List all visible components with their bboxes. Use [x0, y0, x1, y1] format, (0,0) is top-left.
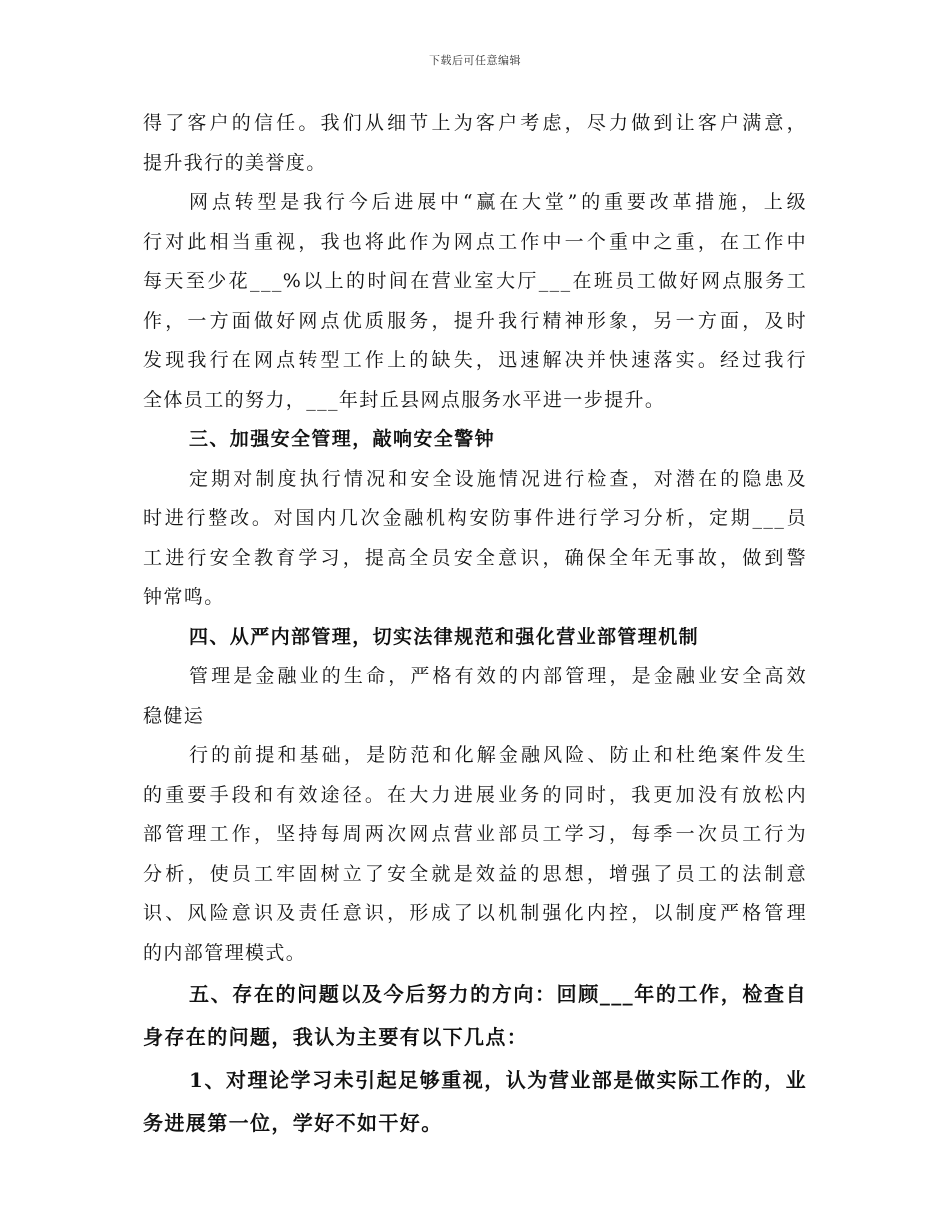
text-line: 行对此相当重视，我也将此作为网点工作中一个重中之重，在工作中 [143, 230, 807, 253]
text-line: 得了客户的信任。我们从细节上为客户考虑，尽力做到让客户满意， [143, 112, 807, 134]
text-line: 时进行整改。对国内几次金融机构安防事件进行学习分析，定期___员 [143, 507, 807, 529]
text-line: 提升我行的美誉度。 [143, 151, 327, 174]
heading-line: 三、加强安全管理，敲响安全警钟 [189, 428, 496, 450]
text-line: 全体员工的努力，___年封丘县网点服务水平进一步提升。 [143, 388, 666, 411]
heading-line: 五、存在的问题以及今后努力的方向：回顾___年的工作，检查自 [189, 982, 807, 1006]
heading-line: 务进展第一位，学好不如干好。 [143, 1111, 443, 1135]
heading-line: 1、对理论学习未引起足够重视，认为营业部是做实际工作的，业 [189, 1068, 807, 1092]
text-line: 作，一方面做好网点优质服务，提升我行精神形象，另一方面，及时 [143, 309, 807, 332]
heading-line: 身存在的问题，我认为主要有以下几点： [143, 1025, 529, 1049]
text-line: 钟常鸣。 [143, 586, 225, 608]
text-line: 发现我行在网点转型工作上的缺失，迅速解决并快速落实。经过我行 [143, 349, 807, 371]
page-header: 下载后可任意编辑 [429, 54, 521, 67]
text-line: 行的前提和基础，是防范和化解金融风险、防止和杜绝案件发生 [189, 744, 807, 766]
text-line: 每天至少花___%以上的时间在营业室大厅___在班员工做好网点服务工 [143, 270, 807, 292]
text-line: 的内部管理模式。 [143, 941, 307, 964]
text-line: 稳健运 [143, 704, 205, 727]
heading-line: 四、从严内部管理，切实法律规范和强化营业部管理机制 [189, 625, 700, 648]
text-line: 分析，使员工牢固树立了安全就是效益的思想，增强了员工的法制意 [143, 862, 807, 885]
text-line: 网点转型是我行今后进展中“赢在大堂”的重要改革措施，上级 [189, 191, 807, 213]
text-line: 定期对制度执行情况和安全设施情况进行检查，对潜在的隐患及 [189, 467, 807, 490]
document-body [143, 104, 807, 1145]
text-line: 部管理工作，坚持每周两次网点营业部员工学习，每季一次员工行为 [143, 823, 807, 845]
text-line: 的重要手段和有效途径。在大力进展业务的同时，我更加没有放松内 [143, 783, 807, 806]
text-line: 管理是金融业的生命，严格有效的内部管理，是金融业安全高效 [189, 665, 807, 687]
text-line: 工进行安全教育学习，提高全员安全意识，确保全年无事故，做到警 [143, 546, 807, 569]
text-line: 识、风险意识及责任意识，形成了以机制强化内控，以制度严格管理 [143, 902, 807, 924]
